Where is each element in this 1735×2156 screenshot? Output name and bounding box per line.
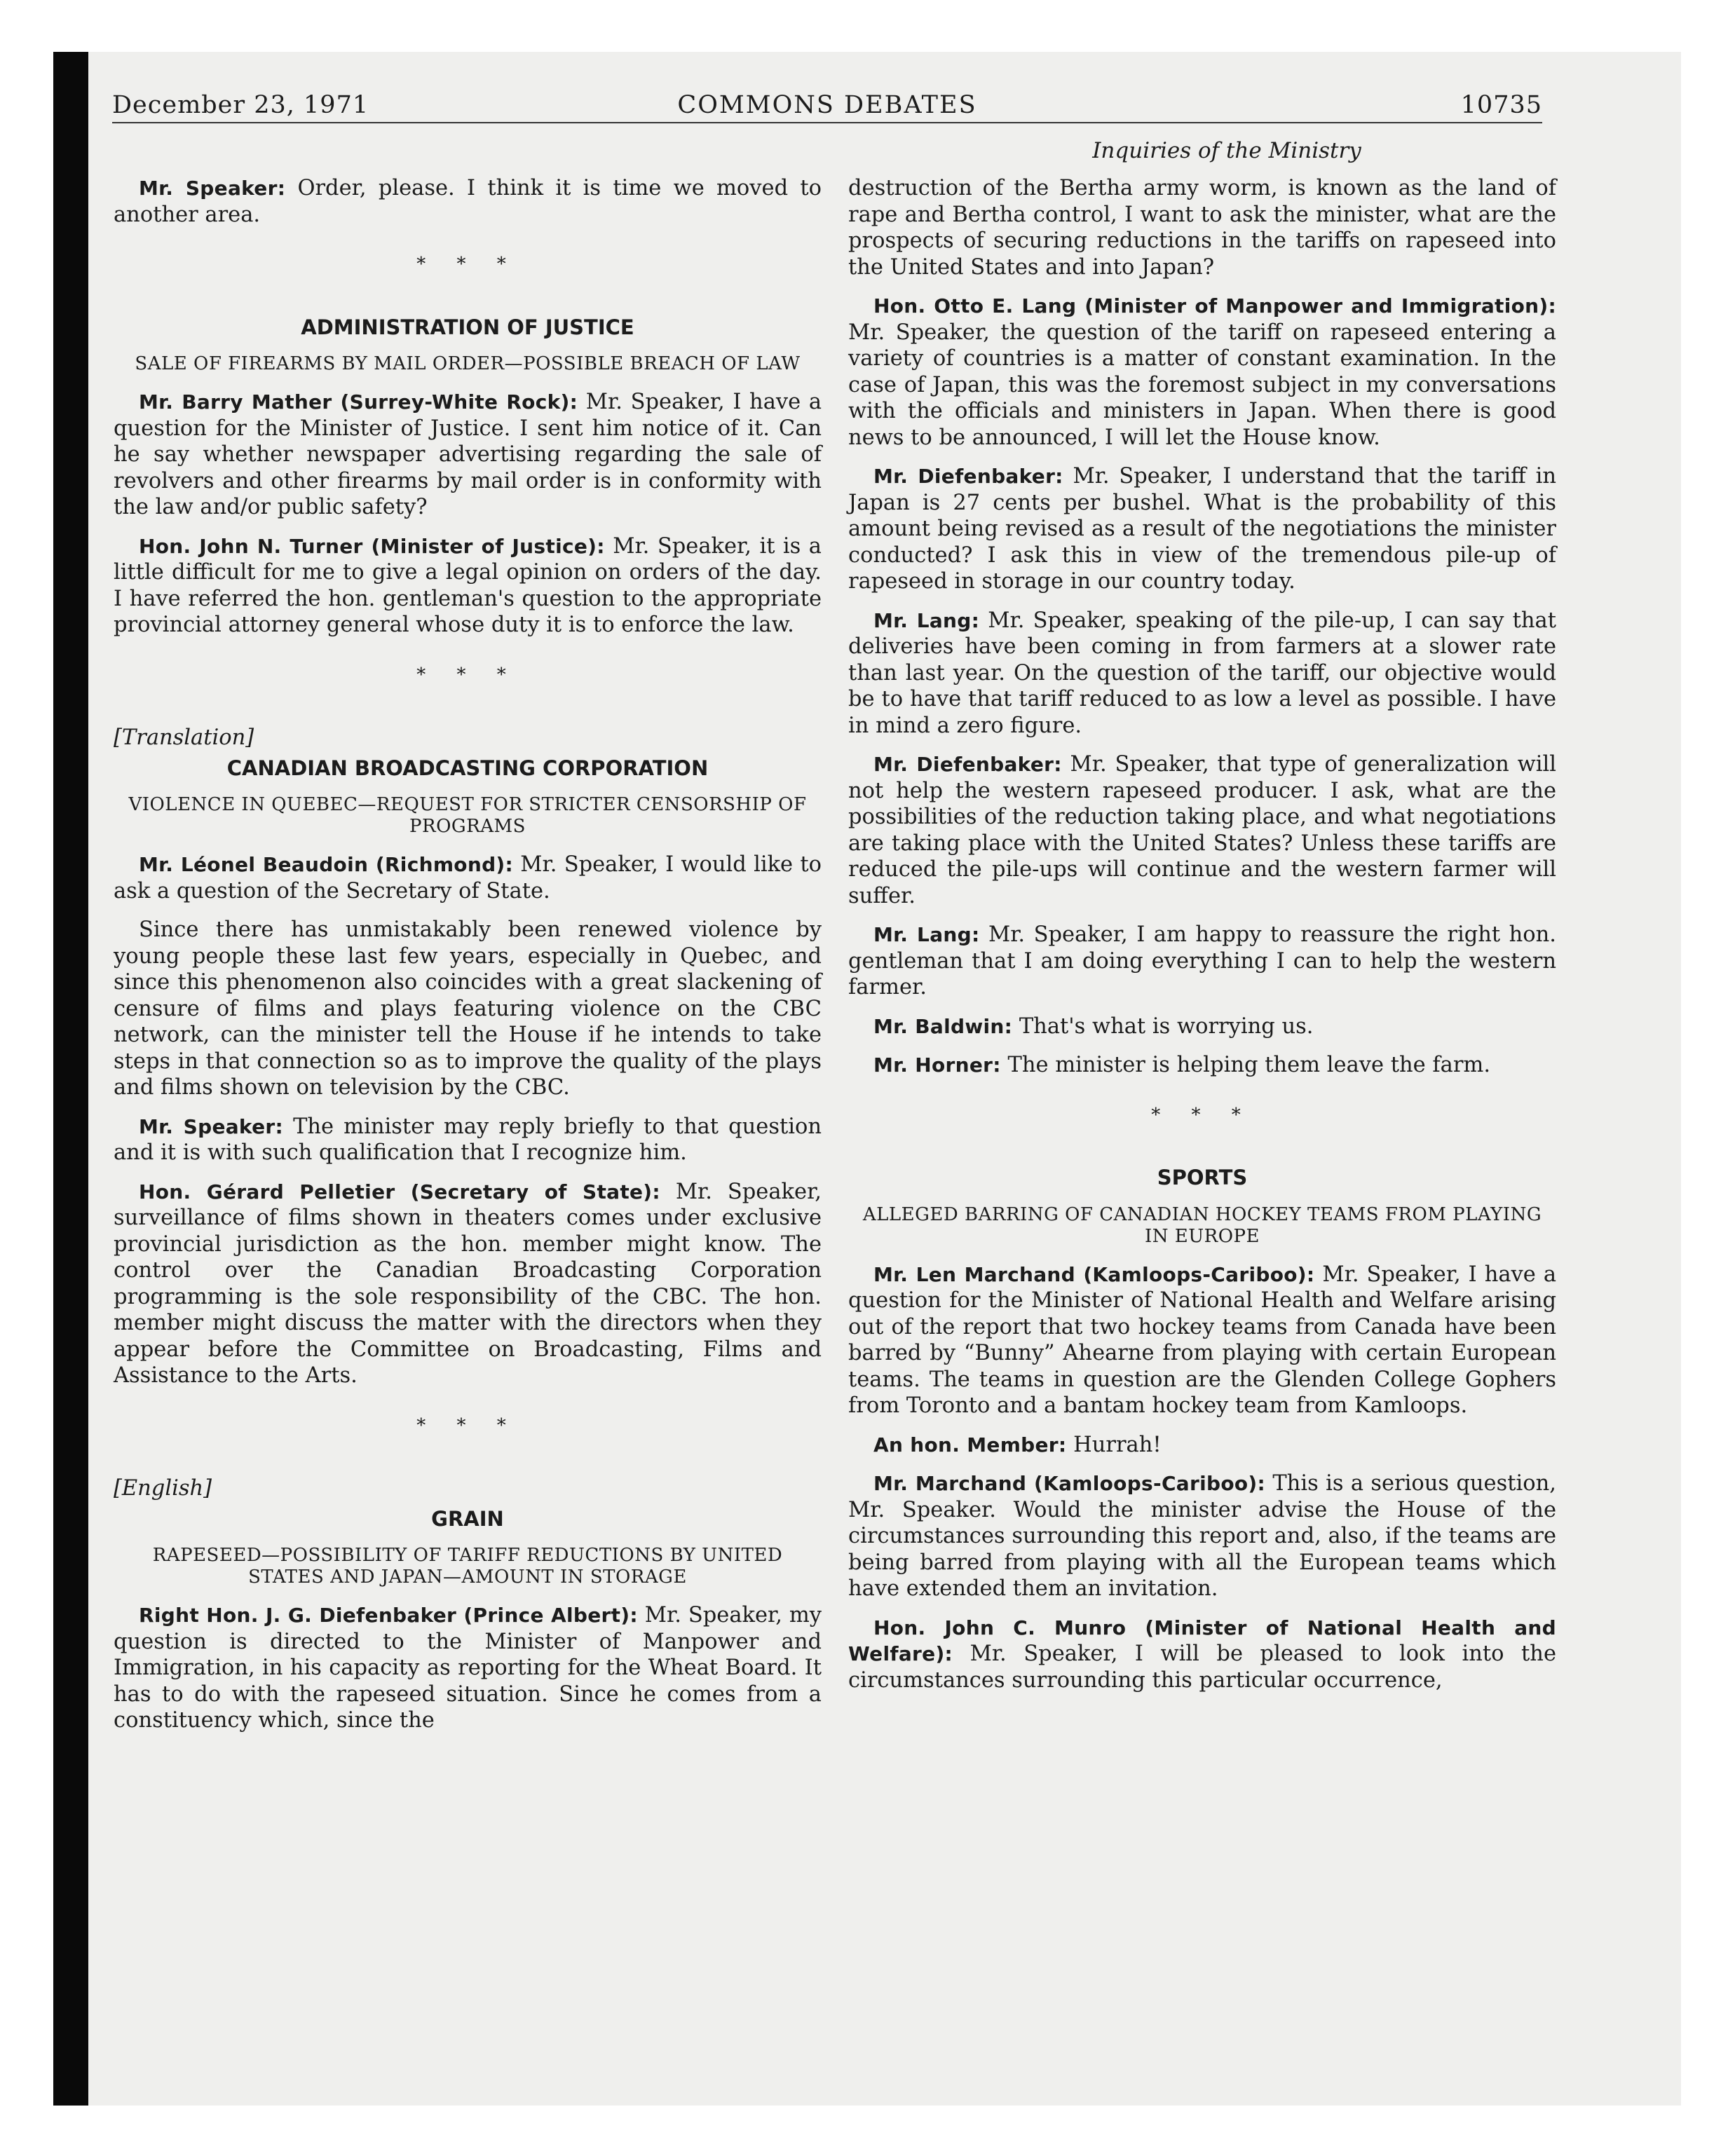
speaker-name: Mr. Len Marchand (Kamloops-Cariboo): <box>873 1262 1315 1286</box>
speech-text: Mr. Speaker, speaking of the pile-up, I can say that deliveries have been coming in from farmers at a slower rate than last year. On the question of the tariff, our objective would be to have that tariff reduced to as low a level as possible. I have in mind a zero figure. <box>848 608 1556 738</box>
paragraph <box>848 1262 1556 1419</box>
section-divider: * * * <box>416 664 519 685</box>
running-head: Inquiries of the Ministry <box>1092 138 1361 163</box>
section-divider: * * * <box>416 1414 519 1436</box>
page-header <box>112 90 1542 123</box>
speaker-name: Mr. Speaker: <box>139 177 286 200</box>
language-marker: [English] <box>114 1476 212 1501</box>
paragraph <box>848 1471 1556 1602</box>
speech-text: Mr. Speaker, I understand that the tariff in Japan is 27 cents per bushel. What is the probability of this amount being revised as a result of the negotiations the minister conducted? I ask this in view of the tremendous pile-up of rapeseed in storage in our country today. <box>848 464 1557 594</box>
speaker-name: Mr. Diefenbaker: <box>873 465 1063 488</box>
speech-text: Mr. Speaker, that type of generalization will not help the western rapeseed producer. I ask, what are the possibilities of the reduction taking place, and what negotiations are taking place with the United States? Unless these tariffs are reduced the pile-ups will continue and the western farmer will suffer. <box>848 752 1556 908</box>
speech-text: Mr. Speaker, my question is directed to the Minister of Manpower and Immigration, in his capacity as reporting for the Wheat Board. It has to do with the rapeseed situation. Since he comes from a constituency which, since the <box>114 1603 822 1733</box>
header-title: COMMONS DEBATES <box>677 91 977 119</box>
paragraph <box>848 1615 1556 1694</box>
section-heading: CANADIAN BROADCASTING CORPORATION <box>226 756 709 780</box>
paragraph <box>114 389 822 521</box>
speaker-name: Mr. Léonel Beaudoin (Richmond): <box>139 853 514 876</box>
speech-text: Mr. Speaker, I have a question for the Minister of National Health and Welfare arising out of the report that two hockey teams from Canada have been barred by “Bunny” Ahearne from playing with certain European teams. The teams in question are the Glenden College Gophers from Toronto and a bantam hockey team from Kamloops. <box>848 1262 1556 1418</box>
left-column <box>114 175 822 1747</box>
speaker-name: Mr. Baldwin: <box>873 1014 1013 1038</box>
paragraph <box>114 533 822 639</box>
speech-text: That's what is worrying us. <box>1012 1014 1314 1039</box>
speaker-name: Mr. Speaker: <box>139 1114 283 1138</box>
section-heading: GRAIN <box>431 1506 504 1531</box>
right-column <box>848 175 1556 1706</box>
paragraph <box>114 175 822 228</box>
speaker-name: Hon. Otto E. Lang (Minister of Manpower and Immigration): <box>873 294 1556 318</box>
paragraph <box>848 608 1556 739</box>
subsection-heading: VIOLENCE IN QUEBEC—REQUEST FOR STRICTER CENSORSHIP OF PROGRAMS <box>128 794 807 837</box>
speech-text: Order, please. I think it is time we moved to another area. <box>114 176 822 227</box>
paragraph <box>848 463 1556 595</box>
speech-text: Mr. Speaker, it is a little difficult for me to give a legal opinion on orders of the day. I have referred the hon. gentleman's question to the appropriate provincial attorney general whose duty it is to enforce the law. <box>114 533 822 637</box>
paragraph <box>848 293 1556 451</box>
speech-text: Hurrah! <box>1066 1432 1162 1457</box>
speaker-name: Mr. Lang: <box>873 608 980 632</box>
paragraph <box>848 1052 1556 1079</box>
speaker-name: Mr. Marchand (Kamloops-Cariboo): <box>873 1472 1265 1495</box>
paragraph <box>114 1602 822 1734</box>
section-divider: * * * <box>416 254 519 275</box>
speech-text: The minister is helping them leave the farm. <box>1000 1053 1491 1077</box>
speaker-name: Hon. John C. Munro (Minister of National Health and Welfare): <box>848 1616 1556 1665</box>
speaker-name: Mr. Lang: <box>873 923 980 946</box>
paragraph <box>848 1432 1556 1459</box>
speaker-name: Right Hon. J. G. Diefenbaker (Prince Albert): <box>139 1604 638 1627</box>
section-heading: ADMINISTRATION OF JUSTICE <box>301 315 634 339</box>
subsection-heading: RAPESEED—POSSIBILITY OF TARIFF REDUCTIONS BY UNITED STATES AND JAPAN—AMOUNT IN STORAGE <box>152 1545 783 1588</box>
speech-text: Mr. Speaker, I would like to ask a question of the Secretary of State. <box>114 852 822 903</box>
paragraph <box>114 1179 822 1389</box>
section-divider: * * * <box>1151 1104 1253 1126</box>
paragraph <box>114 852 822 904</box>
subsection-heading: SALE OF FIREARMS BY MAIL ORDER—POSSIBLE BREACH OF LAW <box>135 353 801 374</box>
speaker-name: Hon. John N. Turner (Minister of Justice): <box>139 534 605 558</box>
speaker-name: Hon. Gérard Pelletier (Secretary of State): <box>139 1180 660 1203</box>
speech-text: Mr. Speaker, surveillance of films shown in theaters comes under exclusive provincial jurisdiction as the hon. member might know. The control over the Canadian Broadcasting Corporation programming is the sole responsibility of the CBC. The hon. member might discuss the matter with the directors when they appear before the Committee on Broadcasting, Films and Assistance to the Arts. <box>114 1179 822 1388</box>
paragraph: Since there has unmistakably been renewed violence by young people these last few years, especially in Quebec, and since this phenomenon also coincides with a great slackening of censure of films and plays featuring violence on the CBC network, can the minister tell the House if he intends to take steps in that connection so as to improve the quality of the plays and films shown on television by the CBC. <box>114 917 822 1100</box>
speaker-name: An hon. Member: <box>873 1433 1067 1456</box>
section-heading: SPORTS <box>1157 1166 1248 1189</box>
language-marker: [Translation] <box>114 725 254 750</box>
speaker-name: Mr. Diefenbaker: <box>873 753 1062 776</box>
paragraph <box>114 1114 822 1166</box>
speech-text: Mr. Speaker, I will be pleased to look into the circumstances surrounding this particular occurrence, <box>848 1642 1556 1693</box>
paragraph <box>848 1014 1556 1040</box>
speech-text: Mr. Speaker, the question of the tariff on rapeseed entering a variety of countries is a matter of constant examination. In the case of Japan, this was the foremost subject in my conversations with the officials and ministers in Japan. When there is good news to be announced, I will let the House know. <box>848 320 1556 450</box>
speech-text: The minister may reply briefly to that question and it is with such qualification that I recognize him. <box>114 1114 822 1165</box>
subsection-heading: ALLEGED BARRING OF CANADIAN HOCKEY TEAMS FROM PLAYING IN EUROPE <box>862 1203 1542 1247</box>
paragraph <box>848 751 1556 909</box>
paragraph: destruction of the Bertha army worm, is known as the land of rape and Bertha control, I want to ask the minister, what are the prospects of securing reductions in the tariffs on rapeseed into the United States and into Japan? <box>848 176 1556 280</box>
speaker-name: Mr. Barry Mather (Surrey-White Rock): <box>139 390 578 414</box>
speech-text: Mr. Speaker, I have a question for the Minister of Justice. I sent him notice of it. Can he say whether newspaper advertising regarding the sale of revolvers and other firearms by mail order is in conformity with the law and/or public safety? <box>114 390 822 519</box>
header-page-number: 10735 <box>1460 91 1542 119</box>
speech-text: Mr. Speaker, I am happy to reassure the right hon. gentleman that I am doing everything I can to help the western farmer. <box>848 922 1556 999</box>
header-date: December 23, 1971 <box>112 91 369 119</box>
binding-edge <box>53 52 88 2106</box>
paragraph <box>848 922 1556 1001</box>
speaker-name: Mr. Horner: <box>873 1053 1001 1077</box>
speech-text: This is a serious question, Mr. Speaker. Would the minister advise the House of the circumstances surrounding this report and, also, if the teams are being barred from playing with all the European teams which have extended them an invitation. <box>848 1471 1556 1601</box>
